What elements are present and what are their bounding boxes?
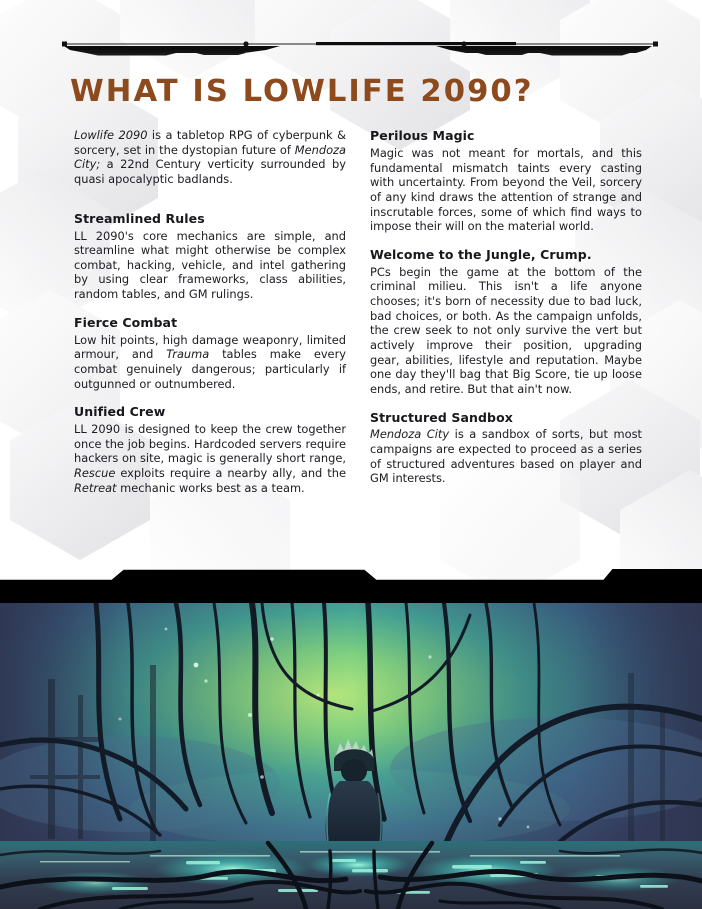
right-column <box>370 128 642 486</box>
fierce-combat-text-a: Low hit points, high damage weaponry, limited armour, and <box>74 332 346 362</box>
section-heading-unified-crew: Unified Crew <box>74 404 166 420</box>
unified-crew-text-a: LL 2090 is designed to keep the crew together once the job begins. Hardcoded servers require hackers on site, magic is generally short range, <box>74 422 346 466</box>
section-heading-perilous-magic: Perilous Magic <box>370 128 475 143</box>
structured-sandbox-text: is a sandbox of sorts, but most campaigns are expected to proceed as a series of structured adventures based on player and GM interests. <box>370 427 642 486</box>
artwork-frame-bar <box>0 569 702 603</box>
section-perilous-magic <box>370 128 642 234</box>
artwork-scene <box>0 603 702 909</box>
section-streamlined-rules <box>74 211 346 302</box>
section-body-perilous-magic: Magic was not meant for mortals, and this fundamental mismatch taints every casting with uncertainty. From beyond the Veil, sorcery of any kind draws the attention of strange and inscrutable forces, some of which find ways to impose their will on the material world. <box>370 145 642 234</box>
section-heading-streamlined-rules: Streamlined Rules <box>74 210 205 226</box>
section-body-fierce-combat <box>74 333 346 392</box>
page-title: WHAT IS LOWLIFE 2090? <box>70 74 534 109</box>
section-fierce-combat <box>74 315 346 392</box>
fierce-combat-trauma-italic: Trauma <box>166 347 210 362</box>
section-body-welcome-jungle: PCs begin the game at the bottom of the criminal milieu. This isn't a life anyone chooses; it's born of necessity due to bad luck, bad choices, or both. As the campaign unfolds, the crew seek to not only survive the vert but actively improve their position, upgrading gear, abilities, lifestyle and reputation. Maybe one day they'll bag that Big Score, tie up loose ends, and retire. But that ain't now. <box>370 264 642 396</box>
unified-crew-retreat-italic: Retreat <box>74 480 117 495</box>
intro-spacer <box>74 200 346 211</box>
fierce-combat-text-b: tables make every combat genuinely dangerous; particularly if outgunned or outnumbered. <box>74 347 346 391</box>
structured-sandbox-city-italic: Mendoza City <box>370 427 450 442</box>
section-body-structured-sandbox <box>370 427 642 486</box>
section-body-unified-crew <box>74 422 346 495</box>
intro-city-italic: Mendoza City; <box>74 142 346 172</box>
unified-crew-text-b: exploits require a nearby ally, and the <box>115 466 346 481</box>
section-heading-welcome-jungle: Welcome to the Jungle, Crump. <box>370 246 592 262</box>
unified-crew-rescue-italic: Rescue <box>74 466 116 481</box>
section-structured-sandbox <box>370 410 642 487</box>
left-column <box>74 128 346 495</box>
intro-section <box>74 128 346 187</box>
artwork-illustration <box>0 569 702 909</box>
section-heading-fierce-combat: Fierce Combat <box>74 314 178 330</box>
section-body-streamlined-rules: LL 2090's core mechanics are simple, and streamline what might otherwise be complex combat, hacking, vehicle, and intel gathering by using clear frameworks, class abilities, random tables, and GM rulings. <box>74 228 346 302</box>
section-welcome-jungle <box>370 247 642 397</box>
intro-paragraph <box>74 128 346 187</box>
artwork-banner <box>0 569 702 909</box>
intro-text-2: a 22nd Century verticity surrounded by quasi apocalyptic badlands. <box>74 157 346 186</box>
intro-lead-italic: Lowlife 2090 <box>74 128 148 142</box>
intro-text-1: is a tabletop RPG of cyberpunk & sorcery, set in the dystopian future of <box>74 128 346 157</box>
unified-crew-text-c: mechanic works best as a team. <box>116 480 305 495</box>
section-unified-crew <box>74 404 346 495</box>
section-heading-structured-sandbox: Structured Sandbox <box>370 409 513 425</box>
